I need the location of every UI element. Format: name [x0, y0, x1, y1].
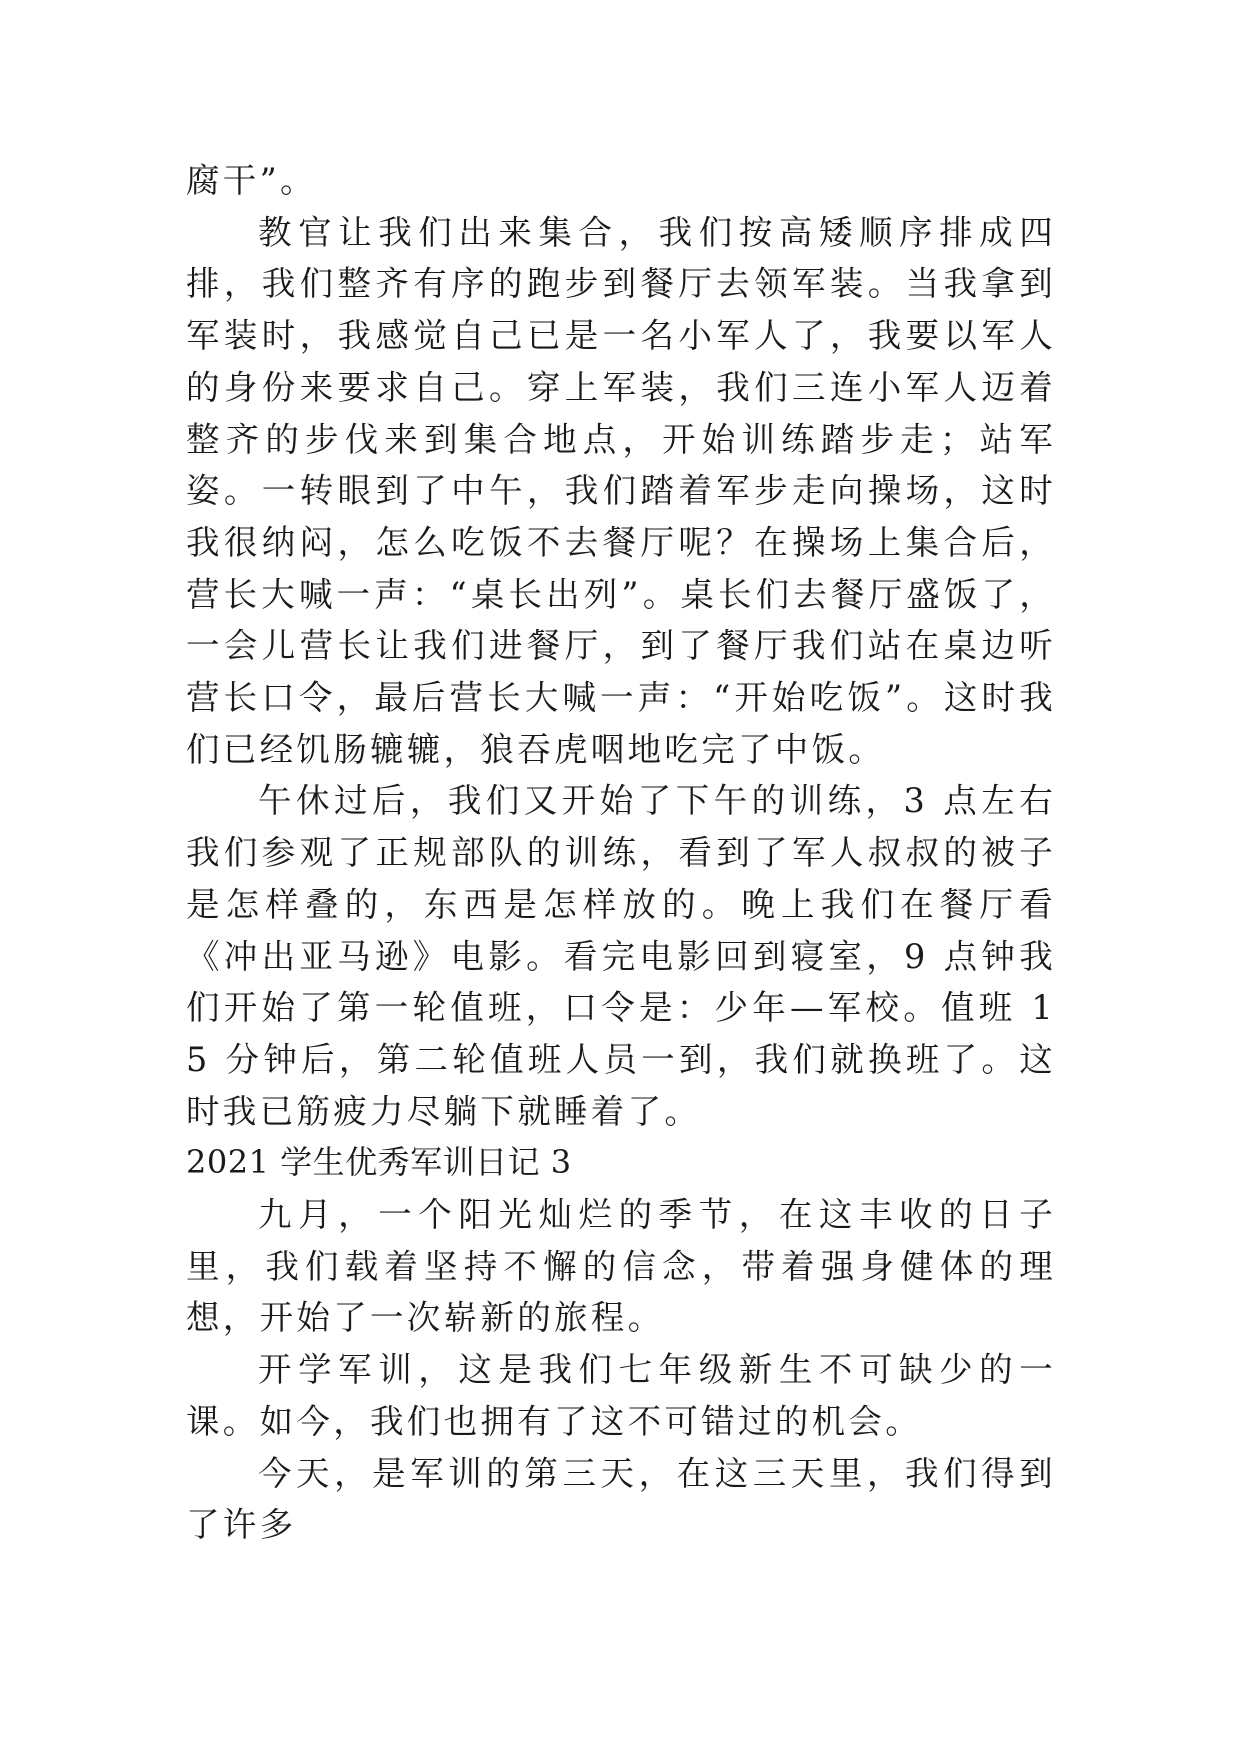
paragraph-continuation: 腐干”。 — [186, 161, 317, 200]
paragraph-afternoon-training: 午休过后，我们又开始了下午的训练，3 点左右我们参观了正规部队的训练，看到了军人叔叔的被子是怎样叠的，东西是怎样放的。晚上我们在餐厅看《冲出亚马逊》电影。看完电影回到寝室，9 点钟我们开始了第一轮值班，口令是：少年—军校。值班 15 分钟后，第二轮值班人员一到，我们就换班了。这时我已筋疲力尽躺下就睡着了。 — [186, 781, 1056, 1131]
document-body — [186, 155, 1056, 1551]
paragraph-assembly-and-lunch: 教官让我们出来集合，我们按高矮顺序排成四排，我们整齐有序的跑步到餐厅去领军装。当我拿到军装时，我感觉自己已是一名小军人了，我要以军人的身份来要求自己。穿上军装，我们三连小军人迈着整齐的步伐来到集合地点，开始训练踏步走；站军姿。一转眼到了中午，我们踏着军步走向操场，这时我很纳闷，怎么吃饭不去餐厅呢？在操场上集合后，营长大喊一声：“桌长出列”。桌长们去餐厅盛饭了，一会儿营长让我们进餐厅，到了餐厅我们站在桌边听营长口令，最后营长大喊一声：“开始吃饭”。这时我们已经饥肠辘辘，狼吞虎咽地吃完了中饭。 — [186, 212, 1056, 769]
paragraph-september: 九月，一个阳光灿烂的季节，在这丰收的日子里，我们载着坚持不懈的信念，带着强身健体的理想，开始了一次崭新的旅程。 — [186, 1195, 1056, 1338]
paragraph-third-day: 今天，是军训的第三天，在这三天里，我们得到了许多 — [186, 1453, 1056, 1545]
paragraph-military-training: 开学军训，这是我们七年级新生不可缺少的一课。如今，我们也拥有了这不可错过的机会。 — [186, 1350, 1056, 1441]
section-heading: 2021 学生优秀军训日记 3 — [186, 1143, 572, 1182]
